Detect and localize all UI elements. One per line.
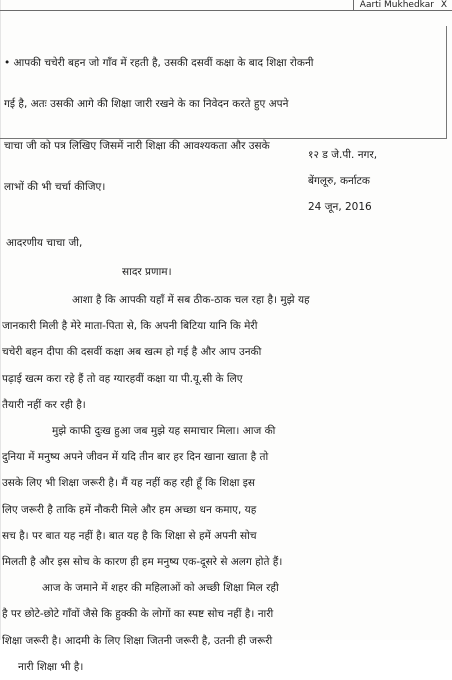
author-name-text: Aarti Mukhedkar (359, 0, 434, 10)
body-line: मिलती है और इस सोच के कारण ही हम मनुष्य एक-दूसरे से अलग होते हैं। (2, 556, 283, 569)
question-line: • आपकी चचेरी बहन जो गाँव में रहती है, उसकी दसवीं कक्षा के बाद शिक्षा रोकनी (4, 57, 314, 69)
body-line: आज के जमाने में शहर की महिलाओं को अच्छी शिक्षा मिल रही (42, 582, 279, 595)
question-line: चाचा जी को पत्र लिखिए जिसमें नारी शिक्षा की आवश्यकता और उसके (4, 139, 270, 152)
body-line: तैयारी नहीं कर रही है। (2, 398, 86, 411)
body-line: चचेरी बहन दीपा की दसवीं कक्षा अब खत्म हो गई है और आप उनकी (2, 346, 262, 359)
sender-address (308, 142, 448, 220)
greeting: सादर प्रणाम। (122, 266, 172, 278)
body-line: उसके लिए भी शिक्षा जरूरी है। मैं यह नहीं कह रही हूँ कि शिक्षा इस (2, 477, 256, 490)
body-line: शिक्षा जरूरी है। आदमी के लिए शिक्षा जितनी जरूरी है, उतनी ही जरूरी (2, 634, 273, 647)
salutation: आदरणीय चाचा जी, (6, 237, 83, 249)
body-line: पढ़ाई खत्म करा रहे हैं तो वह ग्यारहवीं कक्षा या पी.यू.सी के लिए (2, 372, 243, 385)
header-mark: X (440, 0, 447, 10)
body-line: लिए जरूरी है ताकि हमें नौकरी मिले और हम अच्छा धन कमाए, यह (2, 503, 257, 516)
address-line: बेंगलूरु, कर्नाटक (308, 175, 370, 187)
letter-body (2, 287, 448, 680)
body-line: आशा है कि आपकी यहाँ में सब ठीक-ठाक चल रहा है। मुझे यह (72, 294, 310, 306)
author-name (353, 0, 450, 10)
letter-date: 24 जून, 2016 (308, 201, 372, 213)
body-line: है पर छोटे-छोटे गाँवों जैसे कि हुक्की के लोगों का स्पष्ट सोच नहीं है। नारी (2, 608, 274, 621)
address-line: १२ ड जे.पी. नगर, (308, 149, 378, 161)
body-line: दुनिया में मनुष्य अपने जीवन में यदि तीन बार हर दिन खाना खाता है तो (2, 451, 269, 464)
body-line: मुझे काफी दुःख हुआ जब मुझे यह समाचार मिला। आज की (52, 425, 276, 438)
body-line: नारी शिक्षा भी है। (18, 660, 84, 673)
question-line: गई है, अतः उसकी आगे की शिक्षा जारी रखने के का निवेदन करते हुए अपने (4, 98, 289, 111)
body-line: जानकारी मिली है मेरे माता-पिता से, कि अपनी बिटिया यानि कि मेरी (2, 320, 258, 333)
question-line: लाभों की भी चर्चा कीजिए। (4, 181, 106, 194)
header-rule (0, 10, 452, 11)
body-line: सच है। पर बात यह नहीं है। बात यह है कि शिक्षा से हमें अपनी सोच (2, 529, 257, 542)
